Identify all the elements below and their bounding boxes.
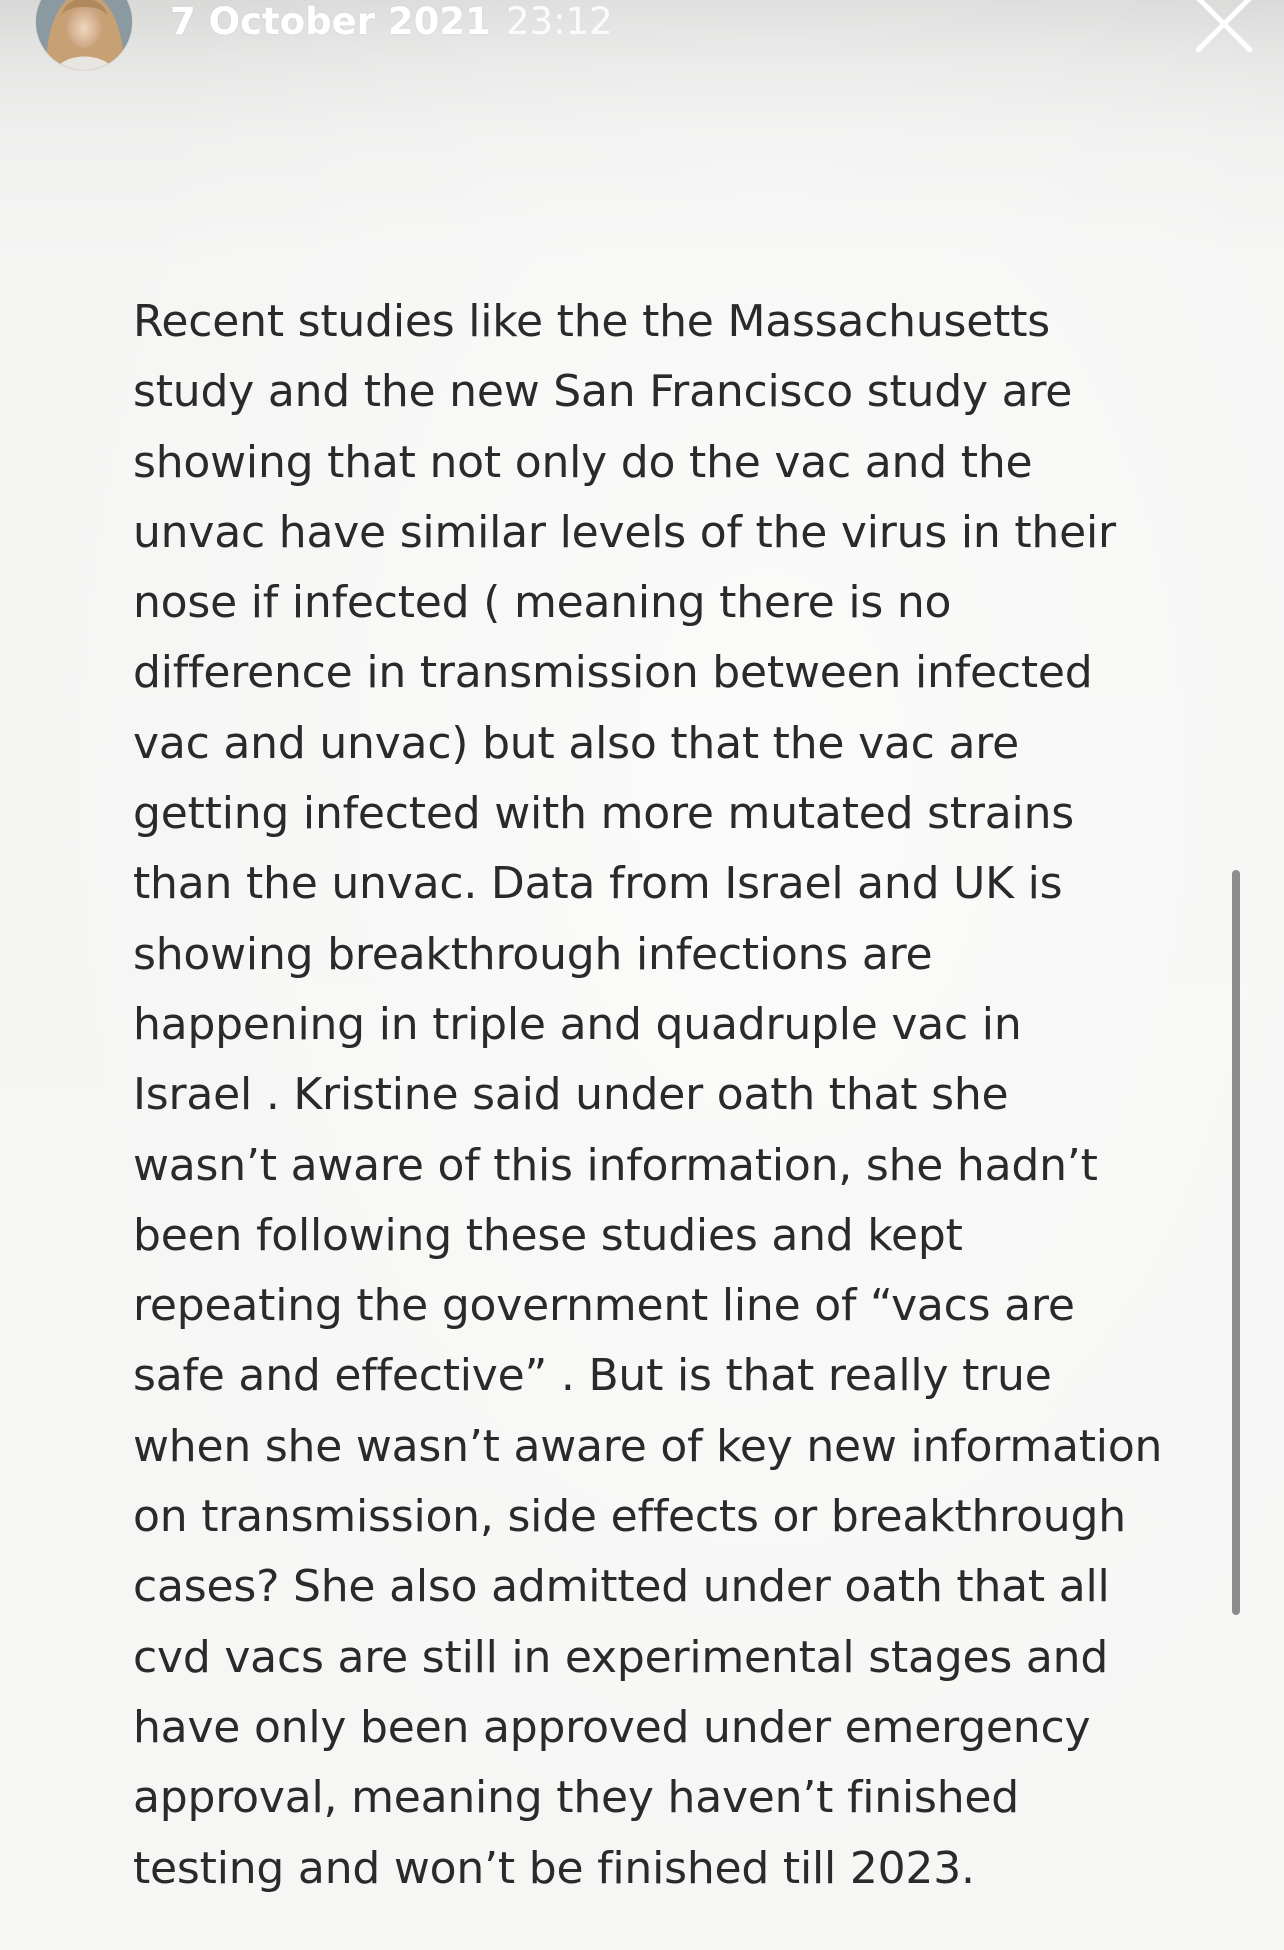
story-time: 23:12	[506, 0, 613, 43]
close-icon	[1190, 0, 1258, 58]
scrollbar[interactable]	[1232, 870, 1240, 1615]
story-date: 7 October 2021	[170, 0, 491, 43]
avatar[interactable]	[36, 0, 132, 70]
story-header	[0, 0, 1284, 80]
note-text: Recent studies like the the Massachusetts study and the new San Francisco study are showing that not only do the vac and the unvac have similar levels of the virus in their nose if infected ( meaning there is no difference in transmission between infected vac and unvac) but also that the vac are getting infected with more mutated strains than the unvac. Data from Israel and UK is showing breakthrough infections are happening in triple and quadruple vac in Israel . Kristine said under oath that she wasn’t aware of this information, she hadn’t been following these studies and kept repeating the government line of “vacs are safe and effective” . But is that really true when she wasn’t aware of key new information on transmission, side effects or breakthrough cases? She also admitted under oath that all cvd vacs are still in experimental stages and have only been approved under emergency approval, meaning they haven’t finished testing and won’t be finished till 2023.	[133, 296, 1163, 1894]
close-button[interactable]	[1190, 0, 1258, 58]
avatar-photo-icon	[36, 0, 132, 70]
